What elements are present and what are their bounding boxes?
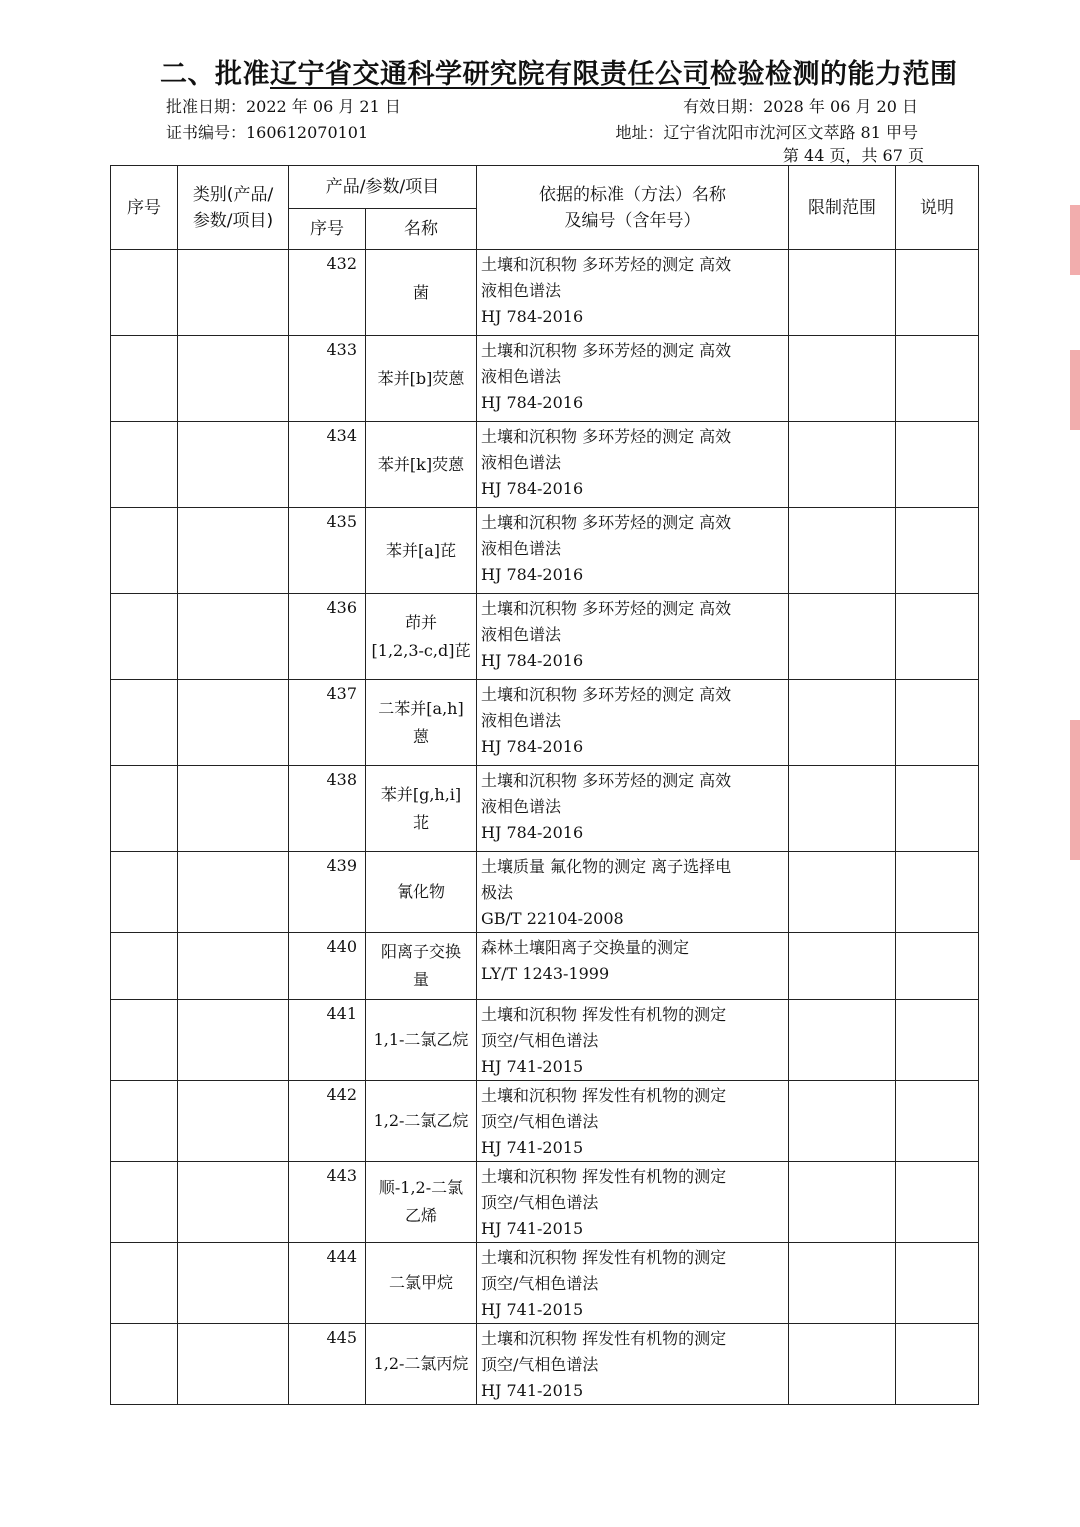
cell-limit xyxy=(789,508,896,594)
name-line: 阳离子交换 xyxy=(380,942,461,961)
standard-line: 顶空/气相色谱法 xyxy=(481,1112,599,1131)
cell-category xyxy=(178,422,289,508)
table-row xyxy=(111,250,979,336)
name-line: 茚并 xyxy=(404,612,437,632)
standard-line: 顶空/气相色谱法 xyxy=(481,1193,599,1212)
title-organization: 辽宁省交通科学研究院有限责任公司 xyxy=(270,59,710,90)
cell-sub-seq: 440 xyxy=(289,933,366,1000)
cell-standard xyxy=(477,1162,789,1243)
header-product-group: 产品/参数/项目 xyxy=(289,166,477,209)
page-number: 第 44 页，共 67 页 xyxy=(782,146,924,165)
cell-note xyxy=(896,422,979,508)
table-row xyxy=(111,1243,979,1324)
header-seq: 序号 xyxy=(111,166,178,250)
table-body xyxy=(111,250,979,1405)
cell-limit xyxy=(789,680,896,766)
cell-name xyxy=(366,1081,477,1162)
cell-standard xyxy=(477,594,789,680)
cell-limit xyxy=(789,1324,896,1405)
name-line: 苯并[g,h,i] xyxy=(380,784,462,804)
table-row xyxy=(111,1162,979,1243)
standard-line: 液相色谱法 xyxy=(481,797,562,816)
header-sub-seq: 序号 xyxy=(289,209,366,250)
cell-standard xyxy=(477,422,789,508)
standard-line: 土壤和沉积物 多环芳烃的测定 高效 xyxy=(481,513,732,532)
name-line: 蒽 xyxy=(412,726,429,746)
standard-line: 极法 xyxy=(481,883,514,902)
standard-line: 液相色谱法 xyxy=(481,711,562,730)
red-stamp-edge xyxy=(1070,350,1080,430)
cell-seq xyxy=(111,1081,178,1162)
cell-note xyxy=(896,1162,979,1243)
cell-standard xyxy=(477,1000,789,1081)
cell-name xyxy=(366,1162,477,1243)
standard-line: 液相色谱法 xyxy=(481,453,562,472)
standard-line: 液相色谱法 xyxy=(481,281,562,300)
cell-category xyxy=(178,594,289,680)
cell-category xyxy=(178,1081,289,1162)
standard-line: HJ 784-2016 xyxy=(481,479,584,498)
title-prefix: 二、批准 xyxy=(160,59,270,90)
name-line: [1,2,3-c,d]芘 xyxy=(371,640,471,660)
cell-limit xyxy=(789,1000,896,1081)
cell-limit xyxy=(789,594,896,680)
standard-line: HJ 741-2015 xyxy=(481,1219,584,1238)
table-row xyxy=(111,1324,979,1405)
name-line: 菌 xyxy=(412,282,429,302)
table-row xyxy=(111,1000,979,1081)
standard-line: 土壤和沉积物 挥发性有机物的测定 xyxy=(481,1248,727,1267)
cell-name xyxy=(366,680,477,766)
cell-standard xyxy=(477,336,789,422)
table-row xyxy=(111,1081,979,1162)
name-line: 苝 xyxy=(412,812,429,832)
cell-standard xyxy=(477,1081,789,1162)
cell-seq xyxy=(111,766,178,852)
standard-line: GB/T 22104-2008 xyxy=(481,909,624,928)
cell-category xyxy=(178,508,289,594)
name-line: 1,2-二氯丙烷 xyxy=(373,1354,469,1373)
cell-seq xyxy=(111,422,178,508)
standard-line: HJ 741-2015 xyxy=(481,1138,584,1157)
standard-line: HJ 741-2015 xyxy=(481,1057,584,1076)
header-category-line2: 参数/项目) xyxy=(192,210,274,231)
header-standard-line1: 依据的标准（方法）名称 xyxy=(539,184,726,205)
name-line: 1,2-二氯乙烷 xyxy=(373,1111,469,1130)
cell-sub-seq: 443 xyxy=(289,1162,366,1243)
cell-note xyxy=(896,766,979,852)
cell-limit xyxy=(789,422,896,508)
cell-name xyxy=(366,250,477,336)
table-row xyxy=(111,336,979,422)
standard-line: 土壤和沉积物 挥发性有机物的测定 xyxy=(481,1329,727,1348)
standard-line: 土壤和沉积物 多环芳烃的测定 高效 xyxy=(481,427,732,446)
name-line: 乙烯 xyxy=(404,1206,437,1225)
cell-name xyxy=(366,422,477,508)
cell-note xyxy=(896,933,979,1000)
cell-note xyxy=(896,594,979,680)
address: 地址：辽宁省沈阳市沈河区文萃路 81 甲号 xyxy=(615,123,918,142)
cell-note xyxy=(896,508,979,594)
standard-line: 森林土壤阳离子交换量的测定 xyxy=(481,938,690,957)
red-stamp-edge xyxy=(1070,720,1080,860)
name-line: 苯并[k]荧蒽 xyxy=(377,454,465,474)
cell-limit xyxy=(789,1162,896,1243)
cell-sub-seq: 437 xyxy=(289,680,366,766)
cell-standard xyxy=(477,250,789,336)
cell-name xyxy=(366,852,477,933)
cell-category xyxy=(178,1000,289,1081)
cell-seq xyxy=(111,1243,178,1324)
cell-category xyxy=(178,852,289,933)
cell-sub-seq: 439 xyxy=(289,852,366,933)
standard-line: 土壤和沉积物 多环芳烃的测定 高效 xyxy=(481,255,732,274)
header-limit: 限制范围 xyxy=(789,166,896,250)
standard-line: 液相色谱法 xyxy=(481,625,562,644)
cell-note xyxy=(896,680,979,766)
cell-seq xyxy=(111,1162,178,1243)
table-row xyxy=(111,594,979,680)
cell-name xyxy=(366,1324,477,1405)
standard-line: LY/T 1243-1999 xyxy=(481,964,610,983)
valid-date: 有效日期：2028 年 06 月 20 日 xyxy=(683,97,918,116)
cell-category xyxy=(178,1324,289,1405)
standard-line: 液相色谱法 xyxy=(481,367,562,386)
cell-name xyxy=(366,766,477,852)
name-line: 量 xyxy=(412,970,429,989)
cell-standard xyxy=(477,1243,789,1324)
standard-line: HJ 784-2016 xyxy=(481,565,584,584)
header-standard xyxy=(477,166,789,250)
table-row xyxy=(111,933,979,1000)
cell-note xyxy=(896,250,979,336)
cell-sub-seq: 436 xyxy=(289,594,366,680)
table-row xyxy=(111,508,979,594)
cell-name xyxy=(366,1243,477,1324)
name-line: 二苯并[a,h] xyxy=(378,698,464,718)
cell-standard xyxy=(477,766,789,852)
cell-note xyxy=(896,336,979,422)
cell-category xyxy=(178,250,289,336)
standard-line: 顶空/气相色谱法 xyxy=(481,1031,599,1050)
standard-line: 顶空/气相色谱法 xyxy=(481,1355,599,1374)
cell-standard xyxy=(477,508,789,594)
header-standard-line2: 及编号（含年号） xyxy=(564,210,701,231)
cell-name xyxy=(366,508,477,594)
cell-sub-seq: 432 xyxy=(289,250,366,336)
cell-category xyxy=(178,933,289,1000)
cell-limit xyxy=(789,336,896,422)
cell-note xyxy=(896,1000,979,1081)
table-row xyxy=(111,422,979,508)
cell-seq xyxy=(111,250,178,336)
cell-sub-seq: 441 xyxy=(289,1000,366,1081)
cell-seq xyxy=(111,1000,178,1081)
header-category-line1: 类别(产品/ xyxy=(192,184,274,205)
header-note: 说明 xyxy=(896,166,979,250)
cell-sub-seq: 444 xyxy=(289,1243,366,1324)
standard-line: 顶空/气相色谱法 xyxy=(481,1274,599,1293)
cell-seq xyxy=(111,1324,178,1405)
cell-name xyxy=(366,594,477,680)
cell-sub-seq: 435 xyxy=(289,508,366,594)
name-line: 苯并[a]芘 xyxy=(385,540,457,560)
cell-category xyxy=(178,766,289,852)
standard-line: 土壤和沉积物 挥发性有机物的测定 xyxy=(481,1005,727,1024)
cell-seq xyxy=(111,680,178,766)
table-row xyxy=(111,766,979,852)
approve-date: 批准日期：2022 年 06 月 21 日 xyxy=(166,97,401,116)
header-sub-name: 名称 xyxy=(366,209,477,250)
cell-standard xyxy=(477,852,789,933)
header-category xyxy=(178,166,289,250)
page-title xyxy=(160,52,958,91)
cell-standard xyxy=(477,680,789,766)
standard-line: HJ 784-2016 xyxy=(481,393,584,412)
cell-limit xyxy=(789,1243,896,1324)
cell-note xyxy=(896,852,979,933)
cell-limit xyxy=(789,852,896,933)
standard-line: 土壤和沉积物 挥发性有机物的测定 xyxy=(481,1086,727,1105)
table-row xyxy=(111,852,979,933)
cell-sub-seq: 433 xyxy=(289,336,366,422)
cell-note xyxy=(896,1243,979,1324)
title-suffix: 检验检测的能力范围 xyxy=(710,59,958,90)
standard-line: HJ 741-2015 xyxy=(481,1381,584,1400)
standard-line: HJ 784-2016 xyxy=(481,307,584,326)
standard-line: 土壤和沉积物 多环芳烃的测定 高效 xyxy=(481,685,732,704)
cell-sub-seq: 434 xyxy=(289,422,366,508)
cell-limit xyxy=(789,766,896,852)
cell-category xyxy=(178,680,289,766)
cell-seq xyxy=(111,508,178,594)
cell-seq xyxy=(111,336,178,422)
standard-line: 土壤和沉积物 多环芳烃的测定 高效 xyxy=(481,341,732,360)
name-line: 氰化物 xyxy=(396,882,445,901)
cell-seq xyxy=(111,594,178,680)
red-stamp-edge xyxy=(1070,205,1080,275)
name-line: 1,1-二氯乙烷 xyxy=(373,1030,469,1049)
certificate-number: 证书编号：160612070101 xyxy=(166,123,369,142)
cell-seq xyxy=(111,852,178,933)
name-line: 顺-1,2-二氯 xyxy=(378,1178,464,1197)
table-row xyxy=(111,680,979,766)
standard-line: 土壤和沉积物 挥发性有机物的测定 xyxy=(481,1167,727,1186)
name-line: 二氯甲烷 xyxy=(388,1273,453,1292)
name-line: 苯并[b]荧蒽 xyxy=(377,368,465,388)
standard-line: 土壤和沉积物 多环芳烃的测定 高效 xyxy=(481,771,732,790)
cell-name xyxy=(366,1000,477,1081)
standard-line: HJ 784-2016 xyxy=(481,651,584,670)
cell-sub-seq: 442 xyxy=(289,1081,366,1162)
cell-note xyxy=(896,1324,979,1405)
standard-line: 土壤质量 氟化物的测定 离子选择电 xyxy=(481,857,732,876)
standard-line: HJ 784-2016 xyxy=(481,737,584,756)
cell-name xyxy=(366,336,477,422)
cell-standard xyxy=(477,1324,789,1405)
cell-standard xyxy=(477,933,789,1000)
cell-seq xyxy=(111,933,178,1000)
cell-category xyxy=(178,336,289,422)
cell-name xyxy=(366,933,477,1000)
cell-limit xyxy=(789,1081,896,1162)
standard-line: HJ 784-2016 xyxy=(481,823,584,842)
cell-category xyxy=(178,1162,289,1243)
standard-line: 土壤和沉积物 多环芳烃的测定 高效 xyxy=(481,599,732,618)
capability-table xyxy=(110,165,979,1405)
cell-limit xyxy=(789,250,896,336)
cell-note xyxy=(896,1081,979,1162)
cell-limit xyxy=(789,933,896,1000)
cell-sub-seq: 438 xyxy=(289,766,366,852)
cell-category xyxy=(178,1243,289,1324)
cell-sub-seq: 445 xyxy=(289,1324,366,1405)
standard-line: HJ 741-2015 xyxy=(481,1300,584,1319)
standard-line: 液相色谱法 xyxy=(481,539,562,558)
